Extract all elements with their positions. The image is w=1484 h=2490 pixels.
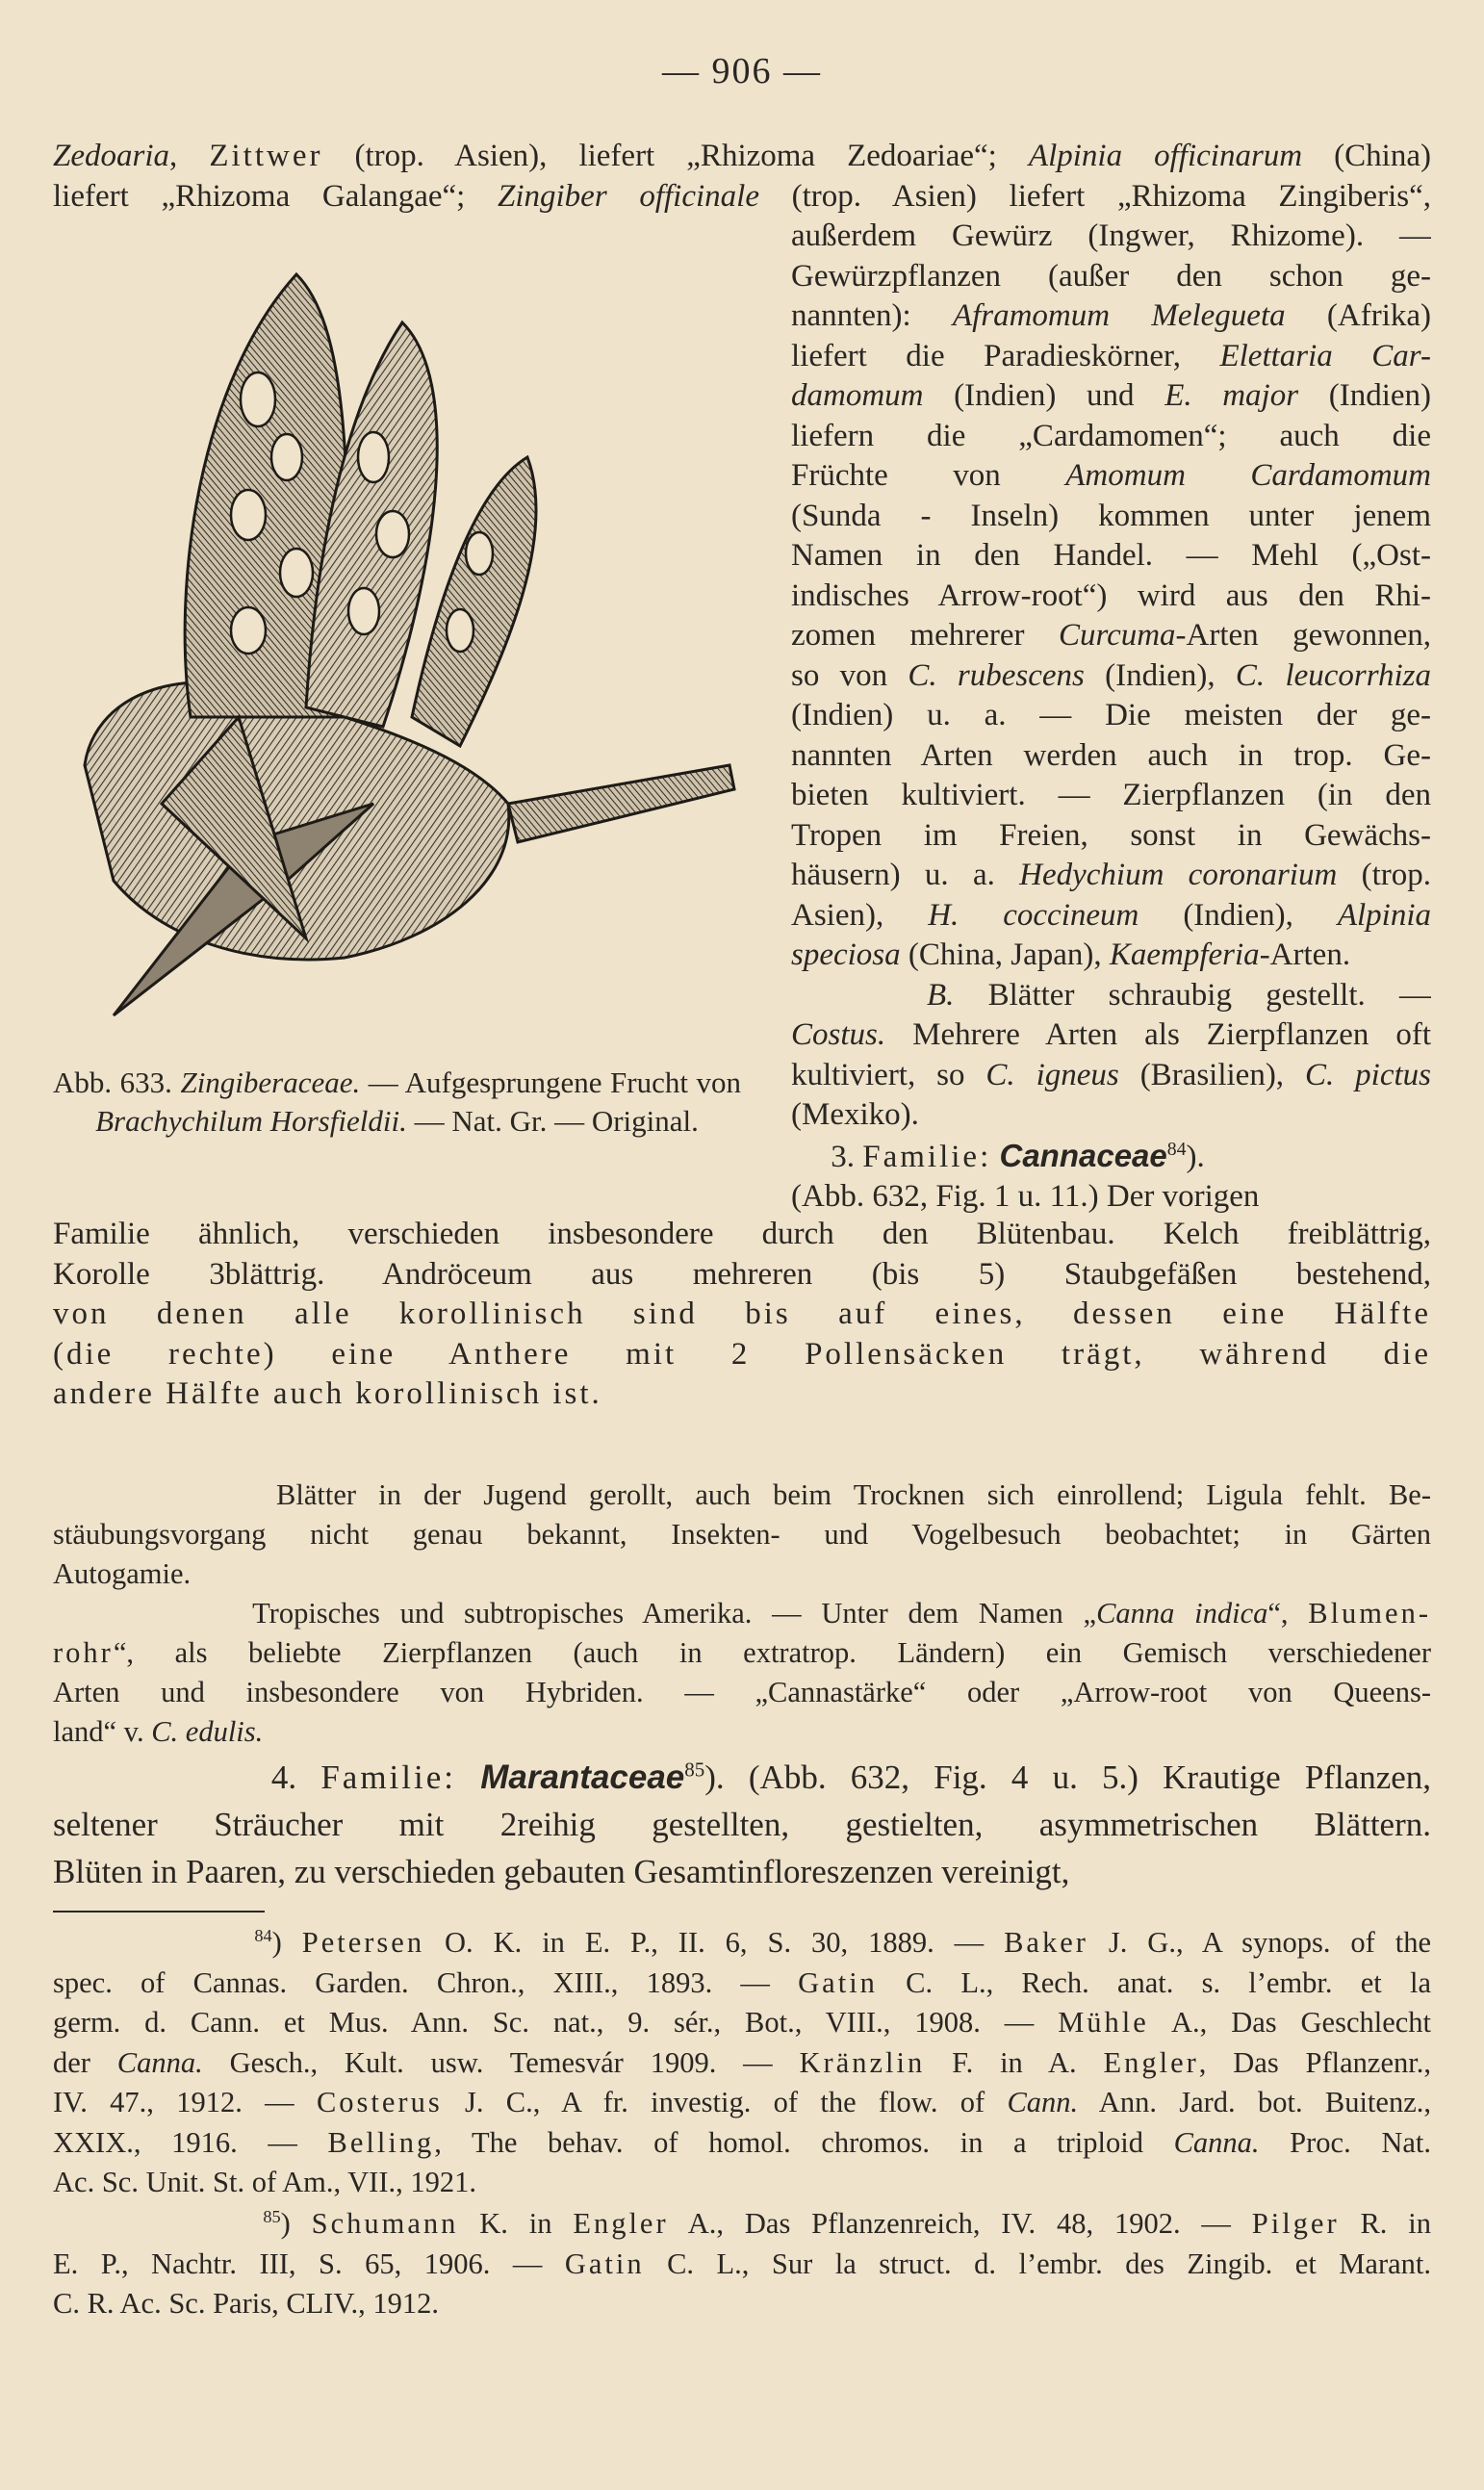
text-line: kultiviert, so C. igneus (Brasilien), C. pictus <box>791 1057 1431 1092</box>
text-line: Blüten in Paaren, zu verschieden gebauten Gesamtinfloreszenzen vereinigt, <box>53 1853 1070 1890</box>
fruit-drawing-icon <box>56 265 741 1054</box>
text-line: $^{84}$) Petersen O. K. in E. P., II. 6, S. 30, 1889. — Baker J. G., A synops. of the <box>254 1925 1431 1959</box>
text-line: C. R. Ac. Sc. Paris, CLIV., 1912. <box>53 2287 440 2320</box>
text-line: Korolle 3blättrig. Andröceum aus mehreren (bis 5) Staubgefäßen bestehend, <box>53 1256 1431 1292</box>
text-line: 4. Familie: Marantaceae$^{85}$). (Abb. 632, Fig. 4 u. 5.) Krautige Pflanzen, <box>53 1758 1431 1796</box>
caption-text: Abb. 633. Zingiberaceae. — Aufgesprungene Frucht von Brachychilum Horsfieldii. — Nat. Gr. — Original. <box>53 1065 741 1138</box>
text-line: Gewürzpflanzen (außer den schon ge- <box>791 258 1431 294</box>
text-line: rohr“, als beliebte Zierpflanzen (auch in extratrop. Ländern) ein Gemisch verschiedener <box>53 1636 1431 1669</box>
text-line: (Indien) u. a. — Die meisten der ge- <box>791 698 1431 732</box>
text-line: IV. 47., 1912. — Costerus J. C., A fr. investig. of the flow. of Cann. Ann. Jard. bot. Buitenz., <box>53 2086 1431 2118</box>
text-line: seltener Sträucher mit 2reihig gestellten, gestielten, asymmetrischen Blättern. <box>53 1806 1431 1843</box>
text-line: Tropisches und subtropisches Amerika. — Unter dem Namen „Canna indica“, Blumen- <box>53 1597 1431 1630</box>
text-line: liefert „Rhizoma Galangae“; Zingiber officinale (trop. Asien) liefert „Rhizoma Zingiberis“, <box>53 178 1431 214</box>
text-line: stäubungsvorgang nicht genau bekannt, Insekten- und Vogelbesuch beobachtet; in Gärten <box>53 1518 1431 1551</box>
text-line: E. P., Nachtr. III, S. 65, 1906. — Gatin C. L., Sur la struct. d. l’embr. des Zingib. et Marant. <box>53 2246 1431 2280</box>
text-line: Zedoaria, Zittwer (trop. Asien), liefert „Rhizoma Zedoariae“; Alpinia officinarum (China) <box>53 139 1431 173</box>
text-line: zomen mehrerer Curcuma-Arten gewonnen, <box>791 618 1431 653</box>
text-line: (die rechte) eine Anthere mit 2 Pollensäcken trägt, während die <box>53 1336 1431 1372</box>
text-line: 3. Familie: Cannaceae$^{84}$). <box>791 1137 1205 1174</box>
page-number: — 906 — <box>662 51 822 91</box>
text-line: land“ v. C. edulis. <box>53 1715 264 1748</box>
text-line: außerdem Gewürz (Ingwer, Rhizome). — <box>791 218 1431 253</box>
text-line: nannten): Aframomum Melegueta (Afrika) <box>791 298 1431 333</box>
text-line: $^{85}$) Schumann K. in Engler A., Das Pflanzenreich, IV. 48, 1902. — Pilger R. in <box>263 2206 1431 2240</box>
text-line: von denen alle korollinisch sind bis auf eines, dessen eine Hälfte <box>53 1296 1431 1331</box>
text-line: nannten Arten werden auch in trop. Ge- <box>791 737 1431 773</box>
text-line: Asien), H. coccineum (Indien), Alpinia <box>791 897 1431 933</box>
text-line: Arten und insbesondere von Hybriden. — „Cannastärke“ oder „Arrow-root von Queens- <box>53 1676 1431 1708</box>
footnote-divider <box>53 1911 265 1912</box>
text-line: Blätter in der Jugend gerollt, auch beim Trocknen sich einrollend; Ligula fehlt. Be- <box>53 1478 1431 1511</box>
text-line: speciosa (China, Japan), Kaempferia-Arten. <box>791 937 1351 972</box>
text-line: (Mexiko). <box>791 1097 919 1132</box>
footnote-85 <box>53 2204 1431 2324</box>
text-line: liefern die „Cardamomen“; auch die <box>791 418 1431 453</box>
text-line: häusern) u. a. Hedychium coronarium (trop. <box>791 858 1431 892</box>
text-line: liefert die Paradieskörner, Elettaria Car- <box>791 338 1431 373</box>
text-line: Früchte von Amomum Cardamomum <box>791 458 1431 493</box>
canna-details <box>53 1476 1431 1752</box>
text-line: Namen in den Handel. — Mehl („Ost- <box>791 538 1431 573</box>
intro-text <box>53 137 1431 217</box>
text-line: Ac. Sc. Unit. St. of Am., VII., 1921. <box>53 2166 476 2198</box>
text-line: indisches Arrow-root“) wird aus den Rhi- <box>791 578 1431 613</box>
marantaceae-description <box>53 1754 1431 1895</box>
right-column-text <box>791 217 1431 1218</box>
text-line: der Canna. Gesch., Kult. usw. Temesvár 1909. — Kränzlin F. in A. Engler, Das Pflanzenr., <box>53 2045 1431 2079</box>
text-line: Familie ähnlich, verschieden insbesondere durch den Blütenbau. Kelch freiblättrig, <box>53 1217 1431 1251</box>
text-line: XXIX., 1916. — Belling, The behav. of homol. chromos. in a triploid Canna. Proc. Nat. <box>53 2125 1431 2159</box>
text-line: andere Hälfte auch korollinisch ist. <box>53 1376 602 1411</box>
text-line: damomum (Indien) und E. major (Indien) <box>791 378 1431 413</box>
text-line: B. Blätter schraubig gestellt. — <box>926 977 1431 1013</box>
text-line: Costus. Mehrere Arten als Zierpflanzen oft <box>791 1017 1431 1052</box>
canna-description <box>53 1215 1431 1415</box>
figure-caption <box>53 1064 741 1141</box>
text-line: Tropen im Freien, sonst in Gewächs- <box>791 817 1431 853</box>
text-line: so von C. rubescens (Indien), C. leucorrhiza <box>791 657 1431 693</box>
text-line: Autogamie. <box>53 1557 192 1590</box>
text-line: spec. of Cannas. Garden. Chron., XIII., 1893. — Gatin C. L., Rech. anat. s. l’embr. et la <box>53 1965 1431 1999</box>
text-line: bieten kultiviert. — Zierpflanzen (in den <box>791 778 1431 812</box>
text-line: germ. d. Cann. et Mus. Ann. Sc. nat., 9. sér., Bot., VIII., 1908. — Mühle A., Das Geschlecht <box>53 2006 1431 2039</box>
footnote-84 <box>53 1923 1431 2203</box>
text-line: (Abb. 632, Fig. 1 u. 11.) Der vorigen <box>791 1179 1260 1214</box>
text-line: (Sunda - Inseln) kommen unter jenem <box>791 498 1431 533</box>
fruit-illustration <box>56 265 741 1054</box>
